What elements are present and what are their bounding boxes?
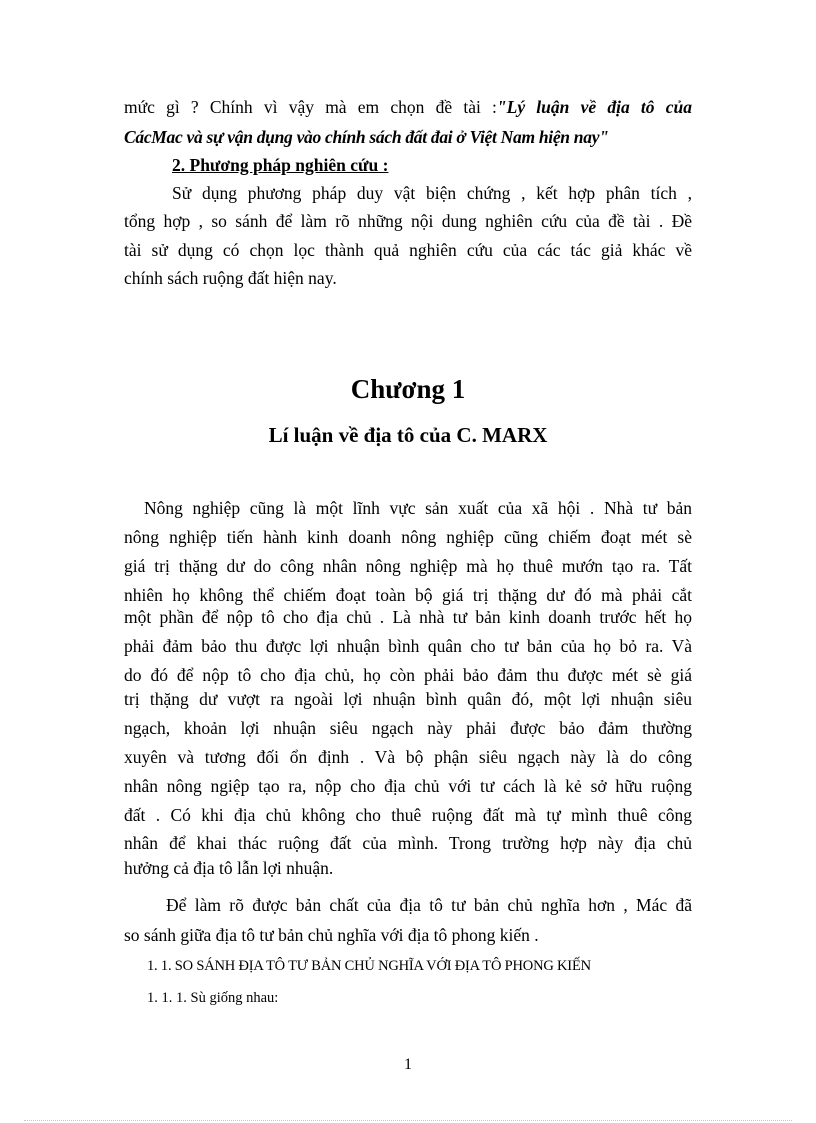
paragraph-line: hưởng cả địa tô lẫn lợi nhuận. (124, 858, 334, 878)
paragraph-line: do đó để nộp tô cho địa chủ, họ còn phải bảo đảm thu được mét sè giá (124, 665, 692, 685)
chapter-number: Chương 1 (350, 374, 466, 404)
page-number: 1 (404, 1056, 412, 1073)
method-line: tổng hợp , so sánh để làm rõ những nội dung nghiên cứu của đề tài . Đề (124, 211, 692, 231)
paragraph-line: so sánh giữa địa tô tư bản chủ nghĩa với địa tô phong kiến . (124, 925, 539, 945)
method-line: tài sử dụng có chọn lọc thành quả nghiên cứu của các tác giả khác về (124, 240, 692, 260)
paragraph-line: nhân nông ngiệp tạo ra, nộp cho địa chủ với tư cách là kẻ sở hữu ruộng (124, 776, 692, 796)
paragraph-line: một phần để nộp tô cho địa chủ . Là nhà tư bản kinh doanh trước hết họ (124, 607, 692, 627)
paragraph-line: giá trị thặng dư do công nhân nông nghiệp mà họ thuê mướn tạo ra. Tất (124, 556, 692, 576)
intro-text: mức gì ? Chính vì vậy mà em chọn đề tài : (124, 97, 497, 117)
paragraph-line: nông nghiệp tiến hành kinh doanh nông nghiệp cũng chiếm đoạt mét sè (124, 527, 692, 547)
paragraph-line: Để làm rõ được bản chất của địa tô tư bản chủ nghĩa hơn , Mác đã (166, 895, 692, 915)
paragraph-line: Nông nghiệp cũng là một lĩnh vực sản xuất của xã hội . Nhà tư bản (144, 498, 692, 518)
paragraph-line: ngạch, khoản lợi nhuận siêu ngạch này phải được bảo đảm thường (124, 718, 692, 738)
topic-title-part-1: "Lý luận về địa tô của (496, 97, 692, 117)
method-line: Sử dụng phương pháp duy vật biện chứng , kết hợp phân tích , (172, 183, 692, 203)
paragraph-line: phải đảm bảo thu được lợi nhuận bình quân cho tư bản của họ bỏ ra. Và (124, 636, 692, 656)
section-heading: 1. 1. SO SÁNH ĐỊA TÔ TƯ BẢN CHỦ NGHĨA VỚI ĐỊA TÔ PHONG KIẾN (147, 958, 591, 974)
section-subheading: 1. 1. 1. Sù giống nhau: (147, 990, 279, 1006)
paragraph-line: trị thặng dư vượt ra ngoài lợi nhuận bình quân đó, một lợi nhuận siêu (124, 689, 692, 709)
paragraph-line: xuyên và tương đối ổn định . Và bộ phận siêu ngạch này là do công (124, 747, 692, 767)
paragraph-line: nhiên họ không thể chiếm đoạt toàn bộ giá trị thặng dư đó mà phải cắt (124, 585, 692, 605)
method-line: chính sách ruộng đất hiện nay. (124, 268, 337, 288)
topic-title-part-2: CácMac và sự vận dụng vào chính sách đất đai ở Việt Nam hiện nay" (124, 127, 609, 147)
paragraph-line: nhân để khai thác ruộng đất của mình. Trong trường hợp này địa chủ (124, 833, 692, 853)
paragraph-line: đất . Có khi địa chủ không cho thuê ruộng đất mà tự mình thuê công (124, 805, 692, 825)
page-bottom-edge (24, 1120, 792, 1121)
chapter-title: Lí luận về địa tô của C. MARX (268, 423, 548, 447)
intro-line-1 (124, 92, 692, 122)
method-heading: 2. Phương pháp nghiên cứu : (172, 155, 389, 175)
